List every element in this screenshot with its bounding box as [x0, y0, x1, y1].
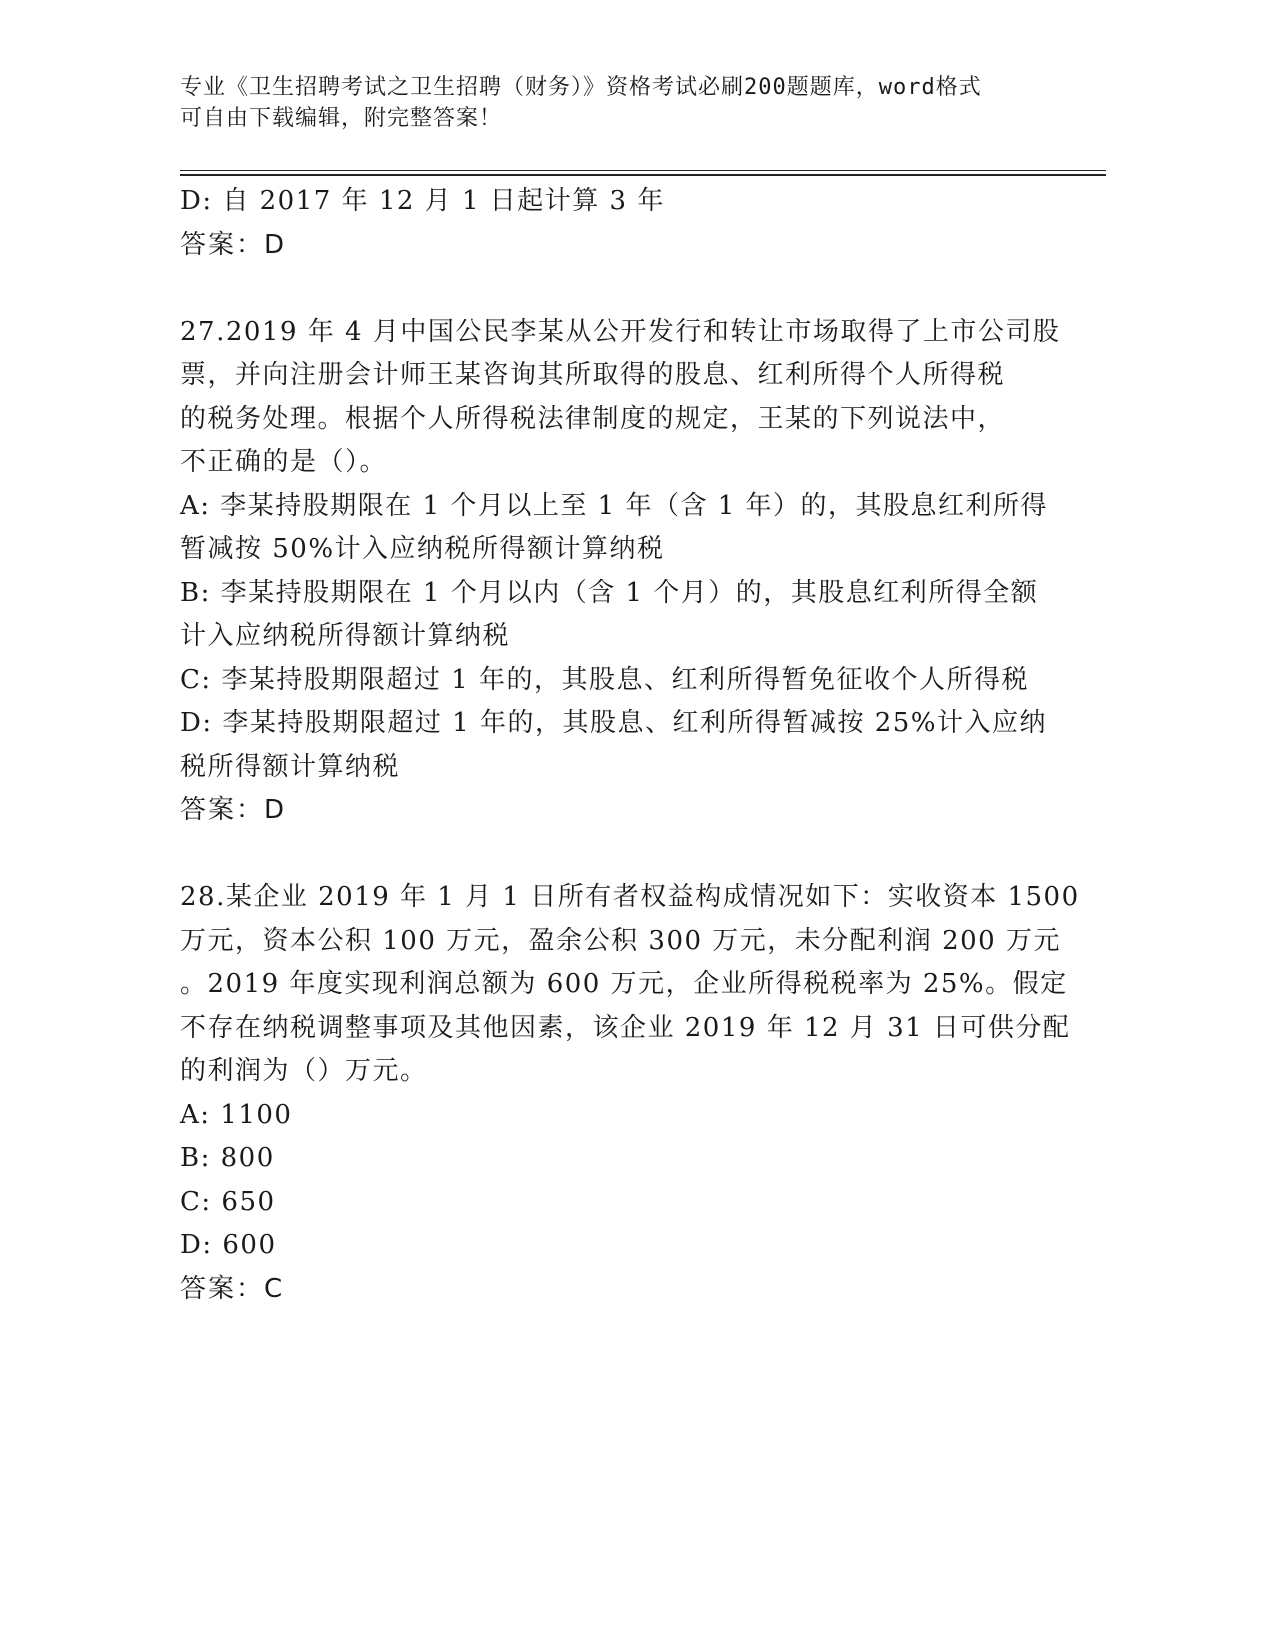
question-27: [180, 311, 1061, 833]
prev-question-block: [180, 180, 1040, 267]
option-a: A: 1100: [180, 1099, 293, 1130]
stem-line: 的税务处理。根据个人所得税法律制度的规定，王某的下列说法中，: [180, 403, 1006, 434]
option-line: D: 李某持股期限超过 1 年的，其股息、红利所得暂减按 25%计入应纳: [180, 708, 1047, 738]
answer-line: 答案：D: [180, 795, 287, 825]
option-c: [180, 659, 1040, 703]
option-b: B: 800: [180, 1143, 275, 1173]
option-b: [180, 572, 1040, 659]
stem-line: 28.某企业 2019 年 1 月 1 日所有者权益构成情况如下：实收资本 1500: [180, 882, 1080, 912]
answer-line: 答案：D: [180, 229, 287, 260]
document-header: [180, 72, 1040, 134]
option-line: 计入应纳税所得额计算纳税: [180, 621, 511, 651]
stem-line: 。2019 年度实现利润总额为 600 万元，企业所得税税率为 25%。假定: [180, 969, 1068, 999]
stem-line: 不存在纳税调整事项及其他因素，该企业 2019 年 12 月 31 日可供分配: [180, 1012, 1071, 1043]
stem-line: 票，并向注册会计师王某咨询其所取得的股息、红利所得个人所得税: [180, 360, 1006, 390]
question-stem: [180, 311, 1061, 485]
stem-line: 27.2019 年 4 月中国公民李某从公开发行和转让市场取得了上市公司股: [180, 316, 1061, 347]
header-divider-thin: [180, 170, 1106, 171]
option-line: A: 李某持股期限在 1 个月以上至 1 年（含 1 年）的，其股息红利所得: [180, 490, 1049, 521]
spacer: [180, 267, 1040, 311]
option-line: C: 李某持股期限超过 1 年的，其股息、红利所得暂免征收个人所得税: [180, 664, 1029, 695]
header-divider-thick: [180, 174, 1106, 176]
stem-line: 的利润为（）万元。: [180, 1056, 428, 1086]
stem-line: 万元，资本公积 100 万元，盈余公积 300 万元，未分配利润 200 万元: [180, 925, 1061, 956]
option-line: 暂减按 50%计入应纳税所得额计算纳税: [180, 534, 665, 564]
answer-line: 答案：C: [180, 1273, 285, 1304]
header-line-2: 可自由下载编辑，附完整答案！: [180, 106, 503, 131]
question-stem: [180, 876, 1080, 1094]
spacer: [180, 833, 1040, 877]
option-line: B: 李某持股期限在 1 个月以内（含 1 个月）的，其股息红利所得全额: [180, 577, 1039, 608]
stem-line: 不正确的是（）。: [180, 447, 388, 477]
header-line-1: 专业《卫生招聘考试之卫生招聘（财务）》资格考试必刷200题题库，word格式: [180, 75, 982, 100]
question-content: [180, 180, 1080, 1311]
option-d: [180, 702, 1047, 789]
option-c: C: 650: [180, 1186, 276, 1217]
option-d: D: 自 2017 年 12 月 1 日起计算 3 年: [180, 186, 665, 216]
option-a: [180, 485, 1049, 572]
question-28: [180, 876, 1080, 1311]
option-line: 税所得额计算纳税: [180, 751, 401, 782]
option-d: D: 600: [180, 1230, 277, 1260]
